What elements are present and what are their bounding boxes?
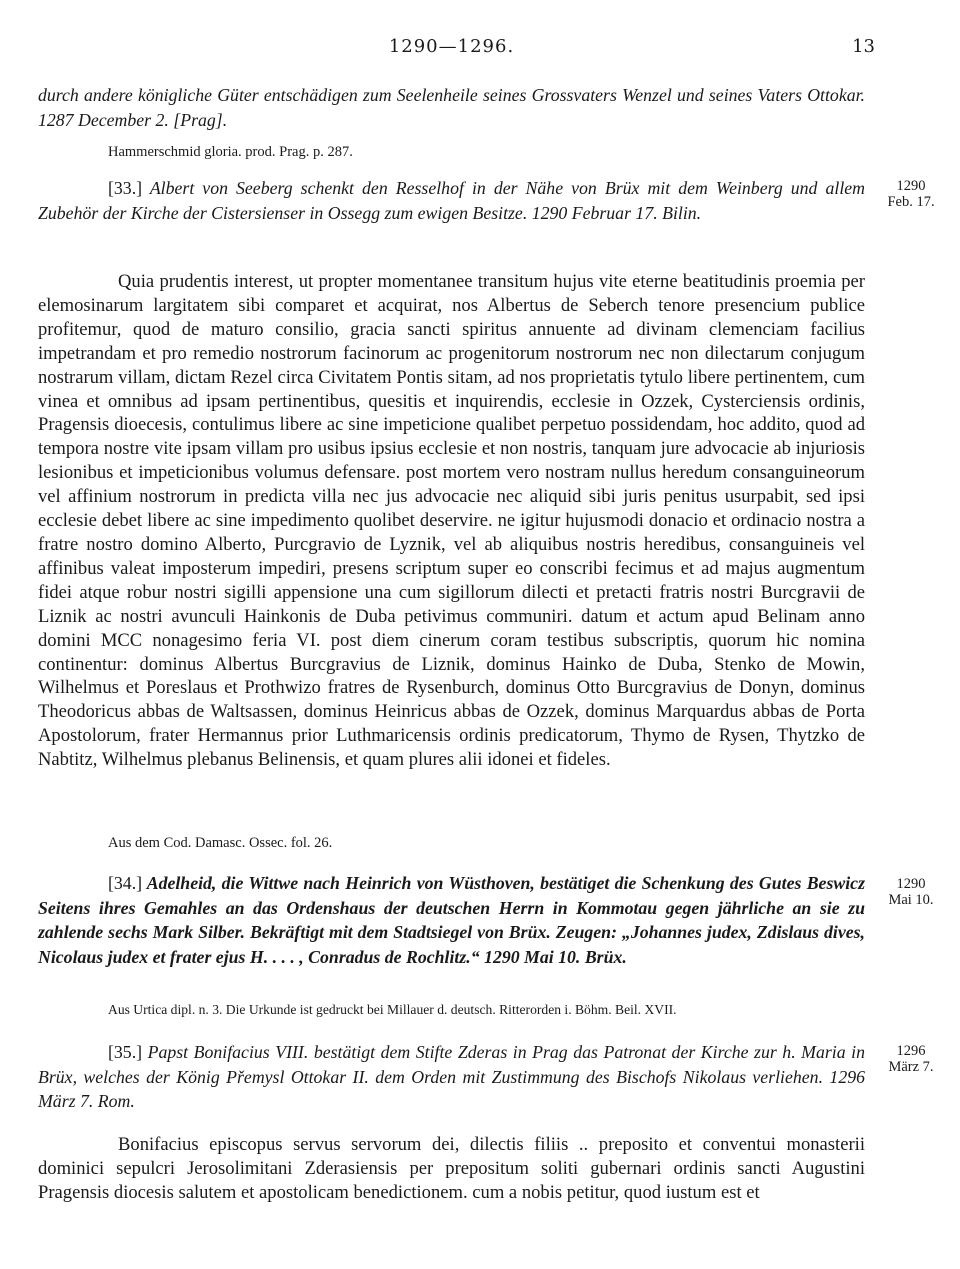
entry-33-text: [38, 270, 865, 772]
entry-35-regest-text: Papst Bonifacius VIII. bestätigt dem Stifte Zderas in Prag das Patronat der Kirche zur h. Maria in Brüx, welches der König Přemysl Ottokar II. dem Orden mit Zustimmung des Bischofs Nikolaus verliehen. 1296 März 7. Rom.: [38, 1042, 865, 1111]
entry-33-charter-text: Quia prudentis interest, ut propter momentanee transitum hujus vite eterne beatitudinis proemia per elemosinarum largitatem sibi comparet et acquirat, nos Albertus de Seberch tenore presencium publice profitemur, quod de maturo consilio, gracia sancti spiritus annuente ad divinam clemenciam facilius impetrandam et pro remedio nostrorum facinorum ac progenitorum nostrorum nec non dilectarum conjugum nostrarum villam, dictam Rezel circa Civitatem Pontis sitam, ad nos proprietatis tytulo libere pertinentem, cum vinea et omnibus ad ipsam pertinentibus, quesitis et inquirendis, ecclesie in Ozzek, Cysterciensis ordinis, Pragensis dioecesis, contulimus libere ac sine impeticione qualibet perpetuo possidendam, hoc addito, quod ad tempora nostre vite ipsam villam pro usibus ipsius ecclesie et non nostris, tanquam jure advocacie ab injuriosis lesionibus et impeticionibus volumus defensare. post mortem vero nostram nullus heredum consanguineorum vel affinium nostrorum in predicta villa nec jus advocacie nec aliquid sibi juris penitus usurpabit, sed ipsi ecclesie debet libere ac sine impedimento quolibet deservire. ne igitur hujusmodi donacio et ordinacio nostra a fratre nostro domino Alberto, Purcgravio de Lyznik, vel ab aliquibus nostris heredibus, consanguineis vel affinibus valeat imposterum impediri, presens scriptum super eo conscribi fecimus et ad majus augmentum fidei atque robur nostri sigilli appensione una cum sigillorum dilecti et pretacti fratris nostri Burcgravii de Liznik ac nostri avunculi Hainkonis de Duba petivimus communiri. datum et actum apud Belinam anno domini MCC nonagesimo feria VI. post diem cinerum coram testibus subscriptis, quorum hic nomina continentur: dominus Albertus Burcgravius de Liznik, dominus Hainko de Duba, Stenko de Mowin, Wilhelmus et Poreslaus et Prothwizo fratres de Rysenburch, dominus Otto Burcgravius de Donyn, dominus Theodoricus abbas de Waltsassen, dominus Heinricus abbas de Ozzek, dominus Marquardus abbas de Porta Apostolorum, frater Hermannus prior Luthmaricensis ordinis predicatorum, Thymo de Rysen, Thytzko de Nabtitz, Wilhelmus plebanus Belinensis, et quam plures alii idonei et fideles.: [38, 271, 865, 771]
entry-33-margin-date: [876, 178, 946, 210]
entry-35-margin-date: [876, 1043, 946, 1075]
continued-regest: durch andere königliche Güter entschädigen zum Seelenheile seines Grossvaters Wenzel und seines Vaters Ottokar. 1287 December 2. [Prag].: [38, 85, 865, 130]
entry-34-margin-day: Mai 10.: [888, 892, 934, 908]
running-title: 1290—1296.: [388, 36, 515, 57]
continued-source: Hammerschmid gloria. prod. Prag. p. 287.: [108, 144, 353, 160]
entry-33-margin-year: 1290: [896, 178, 926, 194]
entry-33-source: Aus dem Cod. Damasc. Ossec. fol. 26.: [108, 835, 333, 851]
entry-33-number: [33.]: [108, 178, 143, 198]
entry-35-margin-year: 1296: [896, 1043, 926, 1059]
entry-34-source: Aus Urtica dipl. n. 3. Die Urkunde ist gedruckt bei Millauer d. deutsch. Ritterorden i. Böhm. Beil. XVII.: [108, 1002, 677, 1017]
entry-34-margin-date: [876, 876, 946, 908]
running-header: [38, 36, 875, 60]
entry-35-number: [35.]: [108, 1042, 143, 1062]
entry-35-regest: [38, 1040, 865, 1114]
entry-34-regest-text: Adelheid, die Wittwe nach Heinrich von Wüsthoven, bestätiget die Schenkung des Gutes Beswicz Seitens ihres Gemahles an das Ordenshaus der deutschen Herrn in Kommotau gegen jährliche an sie zu zahlende sechs Mark Silber. Bekräftigt mit dem Stadtsiegel von Brüx. Zeugen: „Johannes judex, Zdislaus dives, Nicolaus judex et frater ejus H. . . . , Conradus de Rochlitz.“ 1290 Mai 10. Brüx.: [38, 873, 865, 967]
entry-35-text: [38, 1133, 865, 1205]
entry-34-number: [34.]: [108, 873, 143, 893]
entry-33-margin-day: Feb. 17.: [887, 194, 935, 210]
entry-33-regest-text: Albert von Seeberg schenkt den Resselhof in der Nähe von Brüx mit dem Weinberg und allem Zubehör der Kirche der Cistersienser in Ossegg zum ewigen Besitze. 1290 Februar 17. Bilin.: [38, 178, 865, 223]
entry-35-charter-text: Bonifacius episcopus servus servorum dei, dilectis filiis .. preposito et conventui monasterii dominici sepulcri Jerosolimitani Zderasiensis per prepositum soliti gubernari ordinis sancti Augustini Pragensis diocesis salutem et apostolicam benedictionem. cum a nobis petitur, quod iustum est et: [38, 1134, 865, 1203]
entry-33-regest: [38, 176, 865, 225]
entry-35-margin-day: März 7.: [888, 1059, 934, 1075]
page-number: 13: [852, 36, 875, 57]
entry-34-regest: [38, 871, 865, 969]
entry-34-margin-year: 1290: [896, 876, 926, 892]
